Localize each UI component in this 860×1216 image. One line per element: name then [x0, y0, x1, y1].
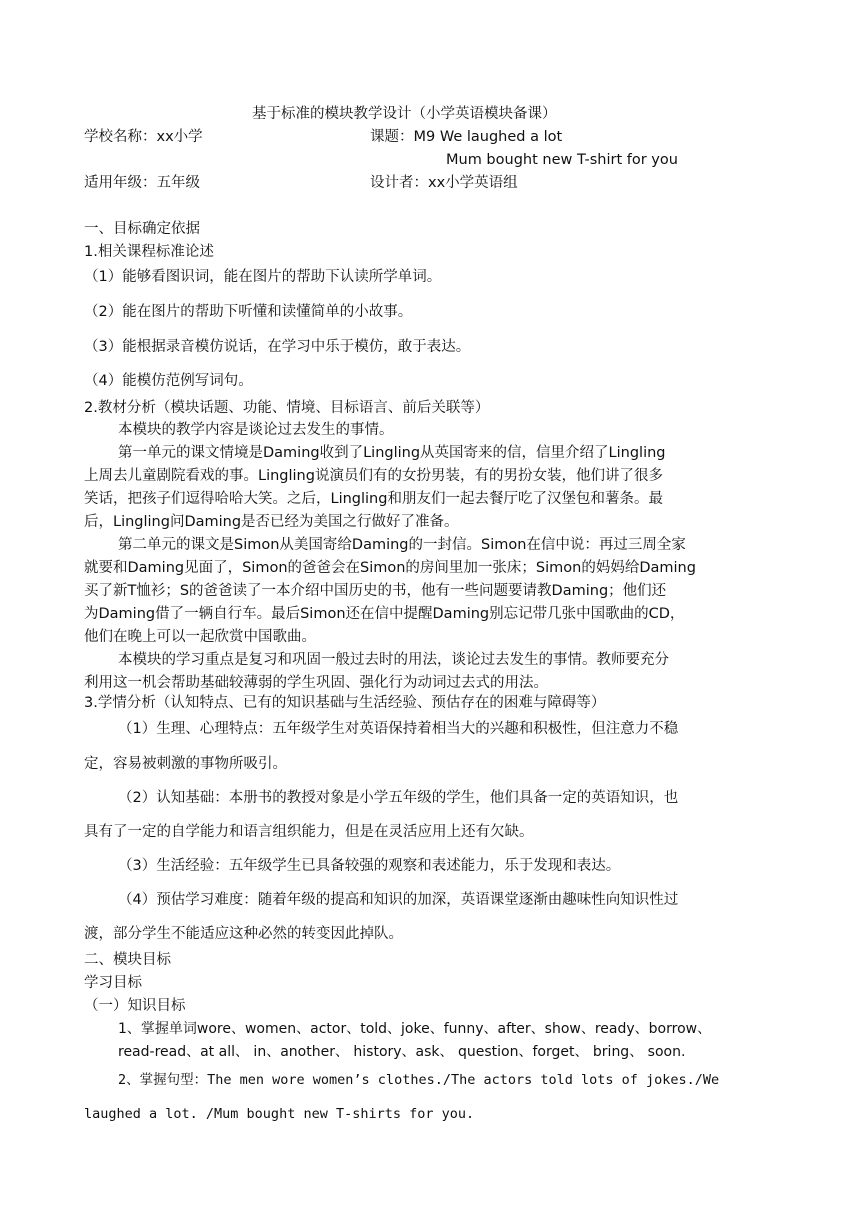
paragraph-line: 就要和Daming见面了，Simon的爸爸会在Simon的房间里加一张床；Simon的妈妈给Daming [84, 560, 696, 576]
paragraph-line: 定，容易被刺激的事物所吸引。 [84, 756, 287, 772]
paragraph-line: 利用这一机会帮助基础较薄弱的学生巩固、强化行为动词过去式的用法。 [84, 675, 548, 691]
paragraph-line: 2、掌握句型：The men wore women’s clothes./The actors told lots of jokes./We [118, 1072, 720, 1088]
paragraph-line: 买了新T恤衫；S的爸爸读了一本介绍中国历史的书，他有一些问题要请教Daming；他们还 [84, 583, 667, 599]
paragraph-line: （1）生理、心理特点：五年级学生对英语保持着相当大的兴趣和积极性，但注意力不稳 [118, 721, 679, 737]
subsection-heading: 学习目标 [84, 975, 142, 991]
paragraph-line: 第二单元的课文是Simon从美国寄给Daming的一封信。Simon在信中说：再过三周全家 [118, 537, 686, 553]
standard-item: （1）能够看图识词，能在图片的帮助下认读所学单词。 [84, 269, 442, 285]
section-heading: 二、模块目标 [84, 952, 171, 968]
paragraph-line: 笑话，把孩子们逗得哈哈大笑。之后，Lingling和朋友们一起去餐厅吃了汉堡包和薯条。最 [84, 491, 663, 507]
document-title: 基于标准的模块教学设计（小学英语模块备课） [252, 106, 557, 122]
section-heading: 一、目标确定依据 [84, 221, 200, 237]
standard-item: （2）能在图片的帮助下听懂和读懂简单的小故事。 [84, 304, 413, 320]
paragraph-line: 具有了一定的自学能力和语言组织能力，但是在灵活应用上还有欠缺。 [84, 824, 534, 840]
paragraph-line: （4）预估学习难度：随着年级的提高和知识的加深，英语课堂逐渐由趣味性向知识性过 [118, 892, 679, 908]
lesson-topic-line2: Mum bought new T-shirt for you [446, 152, 678, 168]
lesson-topic: 课题：M9 We laughed a lot [370, 129, 563, 145]
paragraph-line: 本模块的学习重点是复习和巩固一般过去时的用法，谈论过去发生的事情。教师要充分 [118, 652, 669, 668]
paragraph-line: 上周去儿童剧院看戏的事。Lingling说演员们有的女扮男装，有的男扮女装，他们讲了很多 [84, 468, 663, 484]
paragraph-line: 第一单元的课文情境是Daming收到了Lingling从英国寄来的信，信里介绍了Lingling [118, 445, 666, 461]
subsection-heading: 1.相关课程标准论述 [84, 244, 214, 260]
paragraph-line: （2）认知基础：本册书的教授对象是小学五年级的学生，他们具备一定的英语知识，也 [118, 790, 679, 806]
grade: 适用年级：五年级 [84, 175, 200, 191]
paragraph-line: 后，Lingling问Daming是否已经为美国之行做好了准备。 [84, 514, 459, 530]
subsection-heading: （一）知识目标 [84, 998, 186, 1014]
paragraph-line: 本模块的教学内容是谈论过去发生的事情。 [118, 422, 394, 438]
designer: 设计者：xx小学英语组 [370, 175, 518, 191]
paragraph-line: 他们在晚上可以一起欣赏中国歌曲。 [84, 629, 316, 645]
paragraph-line: laughed a lot. /Mum bought new T-shirts for you. [84, 1106, 475, 1122]
subsection-heading: 2.教材分析（模块话题、功能、情境、目标语言、前后关联等） [84, 400, 490, 416]
paragraph-line: read-read、at all、 in、another、 history、ask、 question、forget、 bring、 soon. [118, 1044, 686, 1060]
school-name: 学校名称：xx小学 [84, 129, 203, 145]
paragraph-line: 为Daming借了一辆自行车。最后Simon还在信中提醒Daming别忘记带几张中国歌曲的CD， [84, 606, 685, 622]
subsection-heading: 3.学情分析（认知特点、已有的知识基础与生活经验、预估存在的困难与障碍等） [84, 695, 606, 711]
paragraph-line: （3）生活经验：五年级学生已具备较强的观察和表述能力，乐于发现和表达。 [118, 858, 621, 874]
standard-item: （3）能根据录音模仿说话，在学习中乐于模仿，敢于表达。 [84, 339, 471, 355]
standard-item: （4）能模仿范例写词句。 [84, 373, 253, 389]
paragraph-line: 1、掌握单词wore、women、actor、told、joke、funny、after、show、ready、borrow、 [118, 1021, 712, 1037]
paragraph-line: 渡，部分学生不能适应这种必然的转变因此掉队。 [84, 926, 403, 942]
